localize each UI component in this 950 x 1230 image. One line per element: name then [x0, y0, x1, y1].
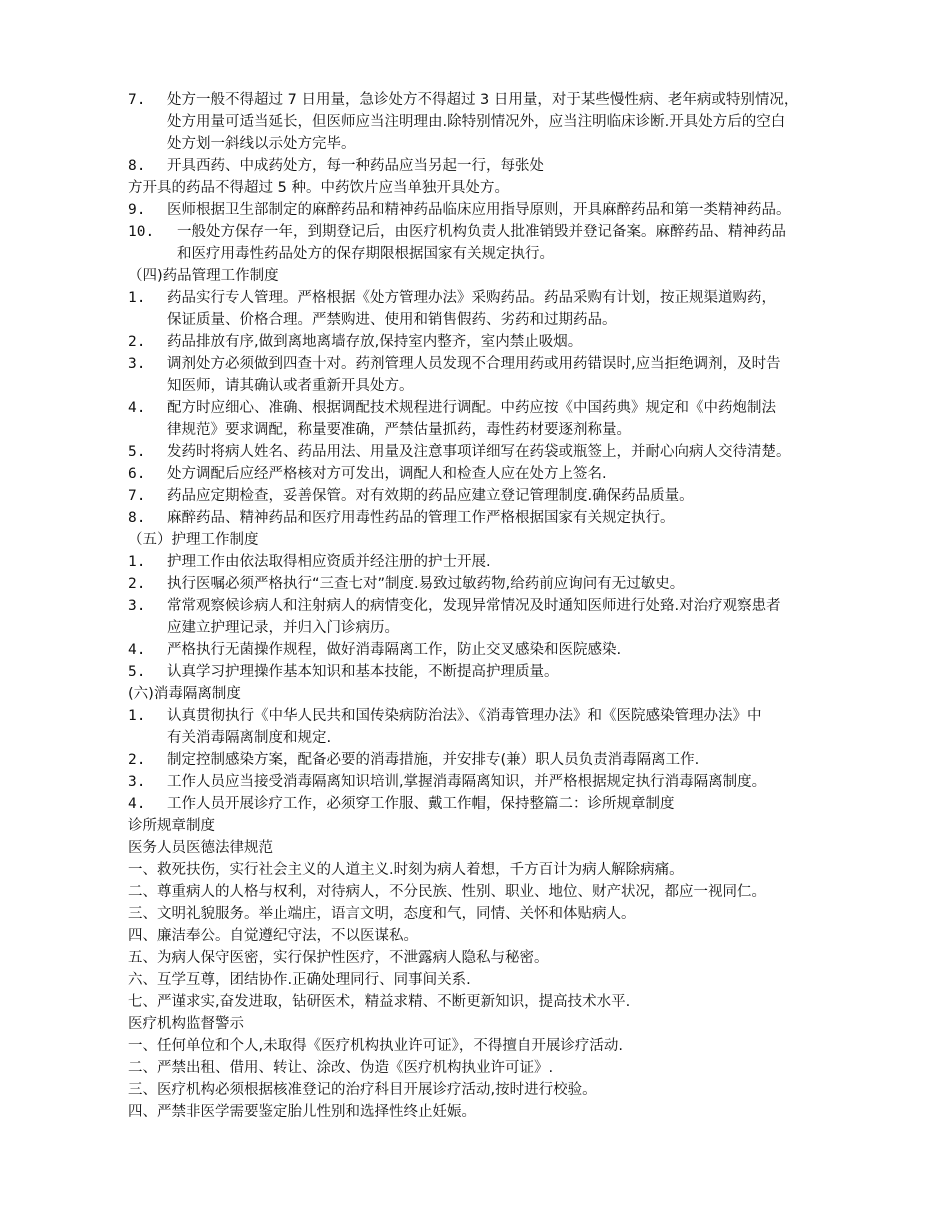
text-line: 一般处方保存一年，到期登记后，由医疗机构负责人批准销毁并登记备案。麻醉药品、精神药品	[177, 224, 786, 240]
text-line: 认真学习护理操作基本知识和基本技能，不断提高护理质量。	[167, 664, 559, 680]
item-number: 10.	[128, 224, 155, 240]
section-heading: （四)药品管理工作制度	[128, 268, 279, 284]
text-line: 严格执行无菌操作规程，做好消毒隔离工作，防止交叉感染和医院感染.	[167, 642, 622, 658]
text-line: 有关消毒隔离制度和规定.	[167, 730, 332, 746]
text-line: 工作人员应当接受消毒隔离知识培训,掌握消毒隔离知识，并严格根据规定执行消毒隔离制度。	[167, 774, 767, 790]
text-line: 保证质量、价格合理。严禁购进、使用和销售假药、劣药和过期药品。	[167, 312, 617, 328]
text-line: 药品应定期检查，妥善保管。对有效期的药品应建立登记管理制度.确保药品质量。	[167, 488, 694, 504]
item-number: 1.	[128, 708, 146, 724]
text-line: 处方调配后应经严格核对方可发出，调配人和检查人应在处方上签名.	[167, 466, 607, 482]
text-line: 认真贯彻执行《中华人民共和国传染病防治法》、《消毒管理办法》和《医院感染管理办法》中	[167, 708, 762, 724]
text-line: 应建立护理记录，并归入门诊病历。	[167, 620, 399, 636]
text-line: 五、为病人保守医密，实行保护性医疗，不泄露病人隐私与秘密。	[128, 950, 549, 966]
text-line: 处方用量可适当延长，但医师应当注明理由.除特别情况外，应当注明临床诊断.开具处方后的空白	[167, 114, 786, 130]
text-line: 二、尊重病人的人格与权利，对待病人，不分民族、性别、职业、地位、财产状况，都应一视同仁。	[128, 884, 766, 900]
text-line: 四、严禁非医学需要鉴定胎儿性别和选择性终止妊娠。	[128, 1104, 476, 1120]
text-line: 药品排放有序,做到离地离墙存放,保持室内整齐，室内禁止吸烟。	[167, 334, 583, 350]
text-line: 一、任何单位和个人,未取得《医疗机构执业许可证》，不得擅自开展诊疗活动.	[128, 1038, 623, 1054]
item-number: 4.	[128, 642, 146, 658]
item-number: 4.	[128, 796, 146, 812]
item-number: 1.	[128, 554, 146, 570]
item-number: 8.	[128, 510, 146, 526]
item-number: 4.	[128, 400, 146, 416]
text-line: 执行医嘱必须严格执行“三查七对”制度.易致过敏药物,给药前应询问有无过敏史。	[167, 576, 685, 592]
section-heading: 诊所规章制度	[128, 818, 215, 834]
text-line: 知医师，请其确认或者重新开具处方。	[167, 378, 414, 394]
item-number: 5.	[128, 664, 146, 680]
section-heading: (六)消毒隔离制度	[128, 686, 241, 702]
text-line: 七、严谨求实,奋发进取，钻研医术，精益求精、不断更新知识，提高技术水平.	[128, 994, 631, 1010]
text-line: 常常观察候诊病人和注射病人的病情变化，发现异常情况及时通知医师进行处臵.对治疗观察患者	[167, 598, 781, 614]
text-line: 方开具的药品不得超过 5 种。中药饮片应当单独开具处方。	[128, 180, 509, 196]
text-line: 麻醉药品、精神药品和医疗用毒性药品的管理工作严格根据国家有关规定执行。	[167, 510, 675, 526]
text-line: 处方划一斜线以示处方完毕。	[167, 136, 356, 152]
text-line: 药品实行专人管理。严格根据《处方管理办法》采购药品。药品采购有计划，按正规渠道购药，	[167, 290, 776, 306]
text-line: 六、互学互尊，团结协作.正确处理同行、同事间关系.	[128, 972, 471, 988]
text-line: 开具西药、中成药处方，每一种药品应当另起一行，每张处	[167, 158, 544, 174]
text-line: 二、严禁出租、借用、转让、涂改、伪造《医疗机构执业许可证》.	[128, 1060, 554, 1076]
text-line: 配方时应细心、准确、根据调配技术规程进行调配。中药应按《中国药典》规定和《中药炮制法	[167, 400, 776, 416]
item-number: 2.	[128, 334, 146, 350]
text-line: 律规范》要求调配，称量要准确，严禁估量抓药，毒性药材要逐剂称量。	[167, 422, 631, 438]
text-line: 一、救死扶伤，实行社会主义的人道主义.时刻为病人着想，千方百计为病人解除病痛。	[128, 862, 684, 878]
text-line: 三、文明礼貌服务。举止端庄，语言文明，态度和气，同情、关怀和体贴病人。	[128, 906, 636, 922]
item-number: 9.	[128, 202, 146, 218]
section-heading: 医疗机构监督警示	[128, 1016, 244, 1032]
text-line: 制定控制感染方案，配备必要的消毒措施，并安排专(兼）职人员负责消毒隔离工作.	[167, 752, 700, 768]
section-heading: （五）护理工作制度	[128, 532, 259, 548]
text-line: 四、廉洁奉公。自觉遵纪守法，不以医谋私。	[128, 928, 418, 944]
item-number: 7.	[128, 488, 146, 504]
text-line: 和医疗用毒性药品处方的保存期限根据国家有关规定执行。	[177, 246, 554, 262]
text-line: 三、医疗机构必须根据核准登记的治疗科目开展诊疗活动,按时进行校验。	[128, 1082, 597, 1098]
item-number: 5.	[128, 444, 146, 460]
item-number: 3.	[128, 774, 146, 790]
item-number: 1.	[128, 290, 146, 306]
text-line: 发药时将病人姓名、药品用法、用量及注意事项详细写在药袋或瓶签上，并耐心向病人交待清楚。	[167, 444, 791, 460]
item-number: 2.	[128, 752, 146, 768]
item-number: 3.	[128, 598, 146, 614]
item-number: 6.	[128, 466, 146, 482]
text-line: 处方一般不得超过 7 日用量，急诊处方不得超过 3 日用量，对于某些慢性病、老年病或特别情况，	[167, 92, 799, 108]
text-line: 医师根据卫生部制定的麻醉药品和精神药品临床应用指导原则，开具麻醉药品和第一类精神药品。	[167, 202, 791, 218]
text-line: 护理工作由依法取得相应资质并经注册的护士开展.	[167, 554, 491, 570]
section-heading: 医务人员医德法律规范	[128, 840, 273, 856]
text-line: 调剂处方必须做到四查十对。药剂管理人员发现不合理用药或用药错误时,应当拒绝调剂，及时告	[167, 356, 781, 372]
item-number: 8.	[128, 158, 146, 174]
text-line: 工作人员开展诊疗工作，必须穿工作服、戴工作帽，保持整篇二：诊所规章制度	[167, 796, 675, 812]
item-number: 7.	[128, 92, 146, 108]
item-number: 3.	[128, 356, 146, 372]
item-number: 2.	[128, 576, 146, 592]
